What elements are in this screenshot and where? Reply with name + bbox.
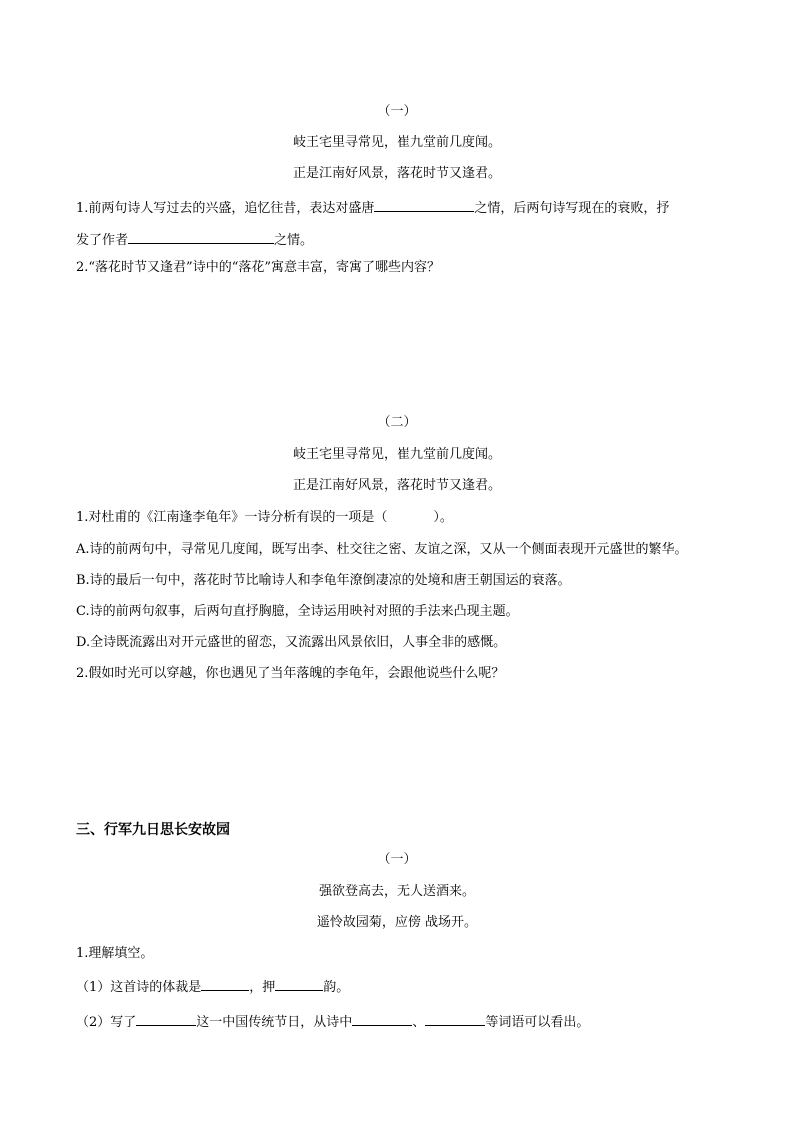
- section2-label: （二）: [377, 415, 417, 430]
- section2-option-d[interactable]: D.全诗既流露出对开元盛世的留恋，又流露出风景依旧，人事全非的感慨。: [76, 635, 507, 650]
- answer-blank[interactable]: [275, 976, 323, 991]
- section1-label: （一）: [377, 104, 417, 119]
- answer-blank[interactable]: [374, 197, 474, 212]
- section2-q1-text-a: 1.对杜甫的《江南逢李龟年》一诗分析有误的一项是（: [76, 510, 388, 525]
- section2-option-c[interactable]: C.诗的前两句叙事，后两句直抒胸臆，全诗运用映衬对照的手法来凸现主题。: [76, 604, 519, 619]
- section1-q1-text-d: 之情。: [274, 233, 314, 248]
- section1-question-2: 2.“落花时节又逢君”诗中的“落花”寓意丰富，寄寓了哪些内容？: [76, 260, 440, 275]
- section3-question-1: 1.理解填空。: [76, 946, 154, 961]
- section2-question-1: [76, 509, 453, 527]
- section1-question-1: [76, 197, 669, 218]
- section1-poem-line-2: 正是江南好风景，落花时节又逢君。: [292, 166, 501, 181]
- answer-blank[interactable]: [352, 1011, 412, 1026]
- section1-question-1-cont: [76, 229, 313, 250]
- section3-poem-line-2: 遥怜故园菊，应傍 战场开。: [316, 915, 478, 930]
- sub2-text-c: 、: [412, 1015, 426, 1030]
- sub2-text-a: （2）写了: [76, 1015, 137, 1030]
- sub1-text-a: （1）这首诗的体裁是: [76, 980, 202, 995]
- section2-option-b[interactable]: B.诗的最后一句中，落花时节比喻诗人和李龟年潦倒凄凉的处境和唐王朝国运的衰落。: [76, 573, 571, 588]
- sub2-text-b: 这一中国传统节日，从诗中: [196, 1015, 353, 1030]
- section2-option-a[interactable]: A.诗的前两句中，寻常见几度闻，既写出李、杜交往之密、友谊之深，又从一个侧面表现开元盛世的繁华。: [76, 542, 688, 557]
- answer-blank[interactable]: [201, 976, 249, 991]
- section2-question-2: 2.假如时光可以穿越，你也遇见了当年落魄的李龟年，会跟他说些什么呢？: [76, 666, 505, 681]
- answer-blank[interactable]: [136, 1011, 196, 1026]
- section3-poem-line-1: 强欲登高去，无人送酒来。: [318, 884, 475, 899]
- sub1-text-c: 韵。: [323, 980, 350, 995]
- section3-sub-question-2: [76, 1011, 589, 1032]
- answer-blank[interactable]: [425, 1011, 485, 1026]
- sub2-text-d: 等词语可以看出。: [485, 1015, 590, 1030]
- section2-poem-line-2: 正是江南好风景，落花时节又逢君。: [292, 478, 501, 493]
- section3-sub-question-1: [76, 976, 349, 997]
- section1-q1-text-c: 发了作者: [76, 233, 129, 248]
- section2-poem-line-1: 岐王宅里寻常见，崔九堂前几度闻。: [292, 447, 501, 462]
- answer-blank[interactable]: [128, 229, 274, 244]
- section3-heading: 三、行军九日思长安故园: [76, 822, 230, 838]
- section1-q1-text-a: 1.前两句诗人写过去的兴盛，追忆往昔，表达对盛唐: [76, 201, 375, 216]
- section1-q1-text-b: 之情，后两句诗写现在的衰败，抒: [474, 201, 670, 216]
- section2-q1-text-b: ）。: [433, 510, 453, 525]
- section1-poem-line-1: 岐王宅里寻常见，崔九堂前几度闻。: [292, 135, 501, 150]
- sub1-text-b: ，押: [249, 980, 276, 995]
- section3-label: （一）: [377, 852, 417, 867]
